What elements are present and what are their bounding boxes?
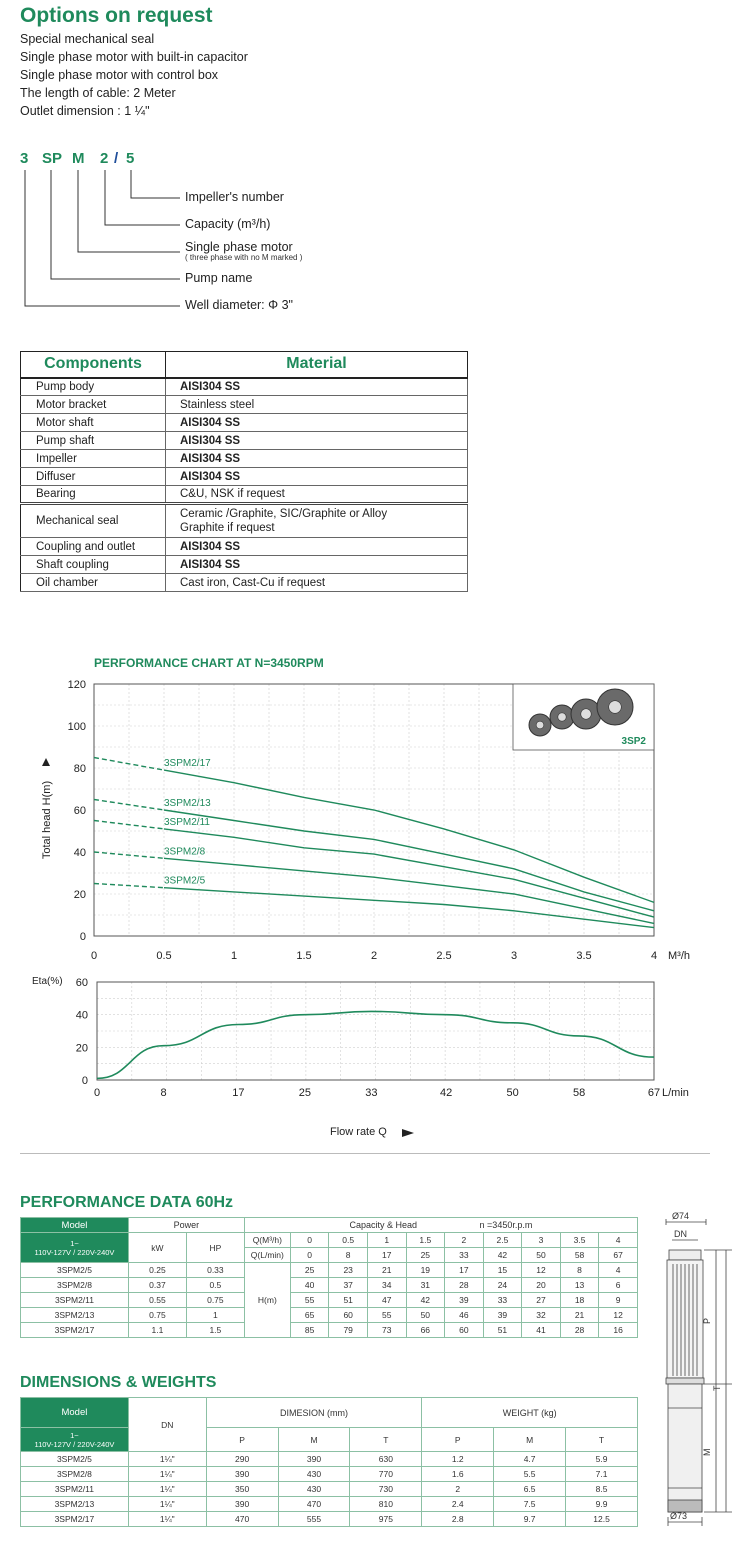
table-row: [21, 396, 468, 414]
component-material: AISI304 SS: [166, 432, 468, 450]
m-cell: 555: [278, 1512, 350, 1527]
code-slash: /: [114, 150, 119, 167]
code-well: 3: [20, 150, 29, 167]
drawing-p: P: [702, 1317, 712, 1324]
head-cell: 31: [406, 1278, 445, 1293]
h-label: H(m): [244, 1263, 290, 1338]
component-material: AISI304 SS: [166, 378, 468, 396]
component-name: Bearing: [21, 486, 166, 504]
component-name: Diffuser: [21, 468, 166, 486]
option-item: Special mechanical seal: [20, 32, 155, 46]
q-l-value: 17: [367, 1248, 406, 1263]
hp-cell: 1.5: [186, 1323, 244, 1338]
q-l-value: 42: [483, 1248, 522, 1263]
hp-cell: 0.75: [186, 1293, 244, 1308]
head-cell: 47: [367, 1293, 406, 1308]
head-cell: 51: [329, 1293, 368, 1308]
kw-cell: 0.55: [128, 1293, 186, 1308]
m-cell: 430: [278, 1482, 350, 1497]
component-name: Impeller: [21, 450, 166, 468]
head-cell: 55: [367, 1308, 406, 1323]
dims-weight-header: WEIGHT (kg): [422, 1398, 638, 1428]
x-tick-label: 1: [230, 950, 238, 962]
x-tick-label: 3: [510, 950, 518, 962]
eta-y-tick-label: 20: [75, 1042, 88, 1055]
perf-voltage-header: 1~ 110V-127V / 220V-240V: [21, 1233, 129, 1263]
p-cell: 390: [206, 1497, 278, 1512]
component-name: Pump shaft: [21, 432, 166, 450]
drawing-top-dia: Ø74: [672, 1211, 690, 1221]
eta-y-tick-label: 40: [75, 1009, 88, 1022]
model-cell: 3SPM2/5: [21, 1452, 129, 1467]
dims-m-header: M: [278, 1428, 350, 1452]
y-tick-label: 20: [73, 889, 86, 901]
eta-x-tick-label: 8: [160, 1087, 167, 1099]
flow-rate-label: Flow rate Q: [330, 1126, 387, 1138]
component-name: Mechanical seal: [21, 504, 166, 538]
x-tick-label: 2.5: [436, 950, 452, 962]
dims-voltage-header: 1~ 110V-127V / 220V-240V: [21, 1428, 129, 1452]
head-cell: 46: [445, 1308, 484, 1323]
table-row: [21, 1512, 638, 1527]
label-impeller: Impeller's number: [185, 190, 284, 204]
head-cell: 28: [445, 1278, 484, 1293]
component-material: AISI304 SS: [166, 414, 468, 432]
q-l-value: 33: [445, 1248, 484, 1263]
label-motor-note: ( three phase with no M marked ): [185, 253, 303, 262]
table-row: [21, 1482, 638, 1497]
table-row: [21, 414, 468, 432]
head-cell: 50: [406, 1308, 445, 1323]
drawing-t: T: [712, 1385, 722, 1391]
table-row: [21, 1497, 638, 1512]
table-row: [21, 1308, 638, 1323]
eta-x-tick-label: 25: [298, 1087, 311, 1099]
eta-x-tick-label: 17: [232, 1087, 245, 1099]
perf-capacity-header: [244, 1218, 637, 1233]
dims-dn-header: DN: [128, 1398, 206, 1452]
perf-hp-header: HP: [186, 1233, 244, 1263]
perf-kw-header: kW: [128, 1233, 186, 1263]
inset-label: 3SP2: [621, 736, 646, 747]
code-motor: M: [72, 150, 85, 167]
m-cell: 390: [278, 1452, 350, 1467]
material-line: Ceramic /Graphite, SIC/Graphite or Alloy: [180, 508, 388, 520]
head-cell: 55: [290, 1293, 329, 1308]
option-item: Single phase motor with built-in capacitor: [20, 50, 248, 64]
q-l-value: 25: [406, 1248, 445, 1263]
component-name: Oil chamber: [21, 574, 166, 592]
weight-t-header: T: [566, 1428, 638, 1452]
eta-x-tick-label: 58: [573, 1087, 586, 1099]
performance-chart: [0, 670, 750, 1145]
drawing-dn: DN: [674, 1229, 687, 1239]
wt-cell: 12.5: [566, 1512, 638, 1527]
wm-cell: 4.7: [494, 1452, 566, 1467]
code-pump: SP: [42, 150, 63, 167]
perf-model-header: Model: [21, 1218, 129, 1233]
eta-x-tick-label: 0: [93, 1087, 101, 1099]
component-material: AISI304 SS: [166, 556, 468, 574]
drawing-bottom-dia: Ø73: [670, 1511, 688, 1521]
dimensions-table: [20, 1397, 638, 1527]
wp-cell: 2.8: [422, 1512, 494, 1527]
table-row: [21, 450, 468, 468]
dn-cell: 1¼": [128, 1497, 206, 1512]
table-row: [21, 1278, 638, 1293]
code-connector-lines: [0, 0, 200, 320]
head-cell: 6: [599, 1278, 638, 1293]
head-cell: 12: [599, 1308, 638, 1323]
kw-cell: 0.75: [128, 1308, 186, 1323]
y-tick-label: 0: [79, 931, 86, 943]
table-row: [21, 574, 468, 592]
table-row: [21, 378, 468, 396]
code-capacity: 2: [100, 150, 109, 167]
q-l-value: 50: [522, 1248, 561, 1263]
perf-ql-label: Q(L/min): [244, 1248, 290, 1263]
head-cell: 34: [367, 1278, 406, 1293]
head-cell: 60: [445, 1323, 484, 1338]
capacity-head-label: Capacity & Head: [349, 1220, 418, 1230]
head-cell: 17: [445, 1263, 484, 1278]
code-impeller: 5: [126, 150, 135, 167]
head-cell: 25: [290, 1263, 329, 1278]
perf-power-header: Power: [128, 1218, 244, 1233]
wt-cell: 7.1: [566, 1467, 638, 1482]
head-cell: 66: [406, 1323, 445, 1338]
x-tick-label: 0: [90, 950, 98, 962]
series-label: 3SPM2/8: [164, 846, 206, 858]
model-cell: 3SPM2/8: [21, 1467, 129, 1482]
table-row: [21, 538, 468, 556]
component-material: Cast iron, Cast-Cu if request: [166, 574, 468, 592]
table-row: [21, 432, 468, 450]
x-tick-label: 4: [650, 950, 658, 962]
x-axis-unit: M³/h: [668, 950, 690, 962]
dn-cell: 1¼": [128, 1452, 206, 1467]
dims-p-header: P: [206, 1428, 278, 1452]
y-axis-label: Total head H(m): [41, 780, 53, 860]
p-cell: 390: [206, 1467, 278, 1482]
y-tick-label: 120: [67, 679, 86, 691]
component-name: Pump body: [21, 378, 166, 396]
series-label: 3SPM2/5: [164, 875, 206, 887]
option-item: Outlet dimension : 1 ¼": [20, 104, 150, 118]
x-tick-label: 1.5: [296, 950, 312, 962]
table-row: [21, 1467, 638, 1482]
kw-cell: 0.37: [128, 1278, 186, 1293]
head-cell: 8: [560, 1263, 599, 1278]
label-well: Well diameter: Φ 3": [185, 298, 293, 312]
model-cell: 3SPM2/8: [21, 1278, 129, 1293]
head-cell: 19: [406, 1263, 445, 1278]
model-cell: 3SPM2/13: [21, 1497, 129, 1512]
q-m3-value: 1.5: [406, 1233, 445, 1248]
eta-y-tick-label: 60: [75, 977, 88, 989]
speed-label: n =3450r.p.m: [479, 1220, 533, 1230]
model-cell: 3SPM2/13: [21, 1308, 129, 1323]
q-m3-value: 3.5: [560, 1233, 599, 1248]
q-m3-value: 2: [445, 1233, 484, 1248]
y-tick-label: 100: [67, 721, 86, 733]
head-cell: 28: [560, 1323, 599, 1338]
eta-x-tick-label: 42: [440, 1087, 453, 1099]
impeller-hub: [558, 713, 566, 721]
q-m3-value: 0.5: [329, 1233, 368, 1248]
dn-cell: 1¼": [128, 1512, 206, 1527]
model-cell: 3SPM2/5: [21, 1263, 129, 1278]
m-cell: 430: [278, 1467, 350, 1482]
components-table: [20, 351, 468, 592]
t-cell: 975: [350, 1512, 422, 1527]
head-cell: 4: [599, 1263, 638, 1278]
t-cell: 630: [350, 1452, 422, 1467]
q-l-value: 58: [560, 1248, 599, 1263]
head-cell: 39: [483, 1308, 522, 1323]
head-cell: 21: [560, 1308, 599, 1323]
table-row: [21, 556, 468, 574]
q-l-value: 8: [329, 1248, 368, 1263]
q-m3-value: 0: [290, 1233, 329, 1248]
head-cell: 9: [599, 1293, 638, 1308]
head-cell: 13: [560, 1278, 599, 1293]
perf-title: PERFORMANCE DATA 60Hz: [20, 1194, 234, 1211]
wt-cell: 5.9: [566, 1452, 638, 1467]
head-cell: 37: [329, 1278, 368, 1293]
label-motor: [185, 240, 302, 262]
y-tick-label: 80: [73, 763, 86, 775]
performance-data-table: [20, 1217, 638, 1338]
series-label: 3SPM2/11: [164, 816, 210, 828]
kw-cell: 0.25: [128, 1263, 186, 1278]
head-cell: 15: [483, 1263, 522, 1278]
component-name: Motor shaft: [21, 414, 166, 432]
component-material: [166, 504, 468, 538]
kw-cell: 1.1: [128, 1323, 186, 1338]
component-material: AISI304 SS: [166, 468, 468, 486]
t-cell: 730: [350, 1482, 422, 1497]
p-cell: 290: [206, 1452, 278, 1467]
head-cell: 79: [329, 1323, 368, 1338]
head-cell: 16: [599, 1323, 638, 1338]
model-cell: 3SPM2/17: [21, 1323, 129, 1338]
table-row: [21, 1263, 638, 1278]
dims-t-header: T: [350, 1428, 422, 1452]
p-cell: 470: [206, 1512, 278, 1527]
eta-series-line: [97, 1011, 654, 1078]
head-cell: 85: [290, 1323, 329, 1338]
wp-cell: 2.4: [422, 1497, 494, 1512]
t-cell: 770: [350, 1467, 422, 1482]
wt-cell: 8.5: [566, 1482, 638, 1497]
head-cell: 23: [329, 1263, 368, 1278]
wp-cell: 1.6: [422, 1467, 494, 1482]
head-cell: 40: [290, 1278, 329, 1293]
q-m3-value: 1: [367, 1233, 406, 1248]
q-l-value: 0: [290, 1248, 329, 1263]
eta-x-tick-label: 67: [647, 1087, 661, 1099]
head-cell: 73: [367, 1323, 406, 1338]
eta-x-tick-label: 33: [365, 1087, 378, 1099]
hp-cell: 0.33: [186, 1263, 244, 1278]
head-cell: 39: [445, 1293, 484, 1308]
component-material: AISI304 SS: [166, 538, 468, 556]
eta-y-tick-label: 0: [81, 1075, 88, 1087]
m-cell: 470: [278, 1497, 350, 1512]
head-cell: 33: [483, 1293, 522, 1308]
head-cell: 32: [522, 1308, 561, 1323]
table-row: [21, 1293, 638, 1308]
label-capacity: Capacity (m³/h): [185, 217, 271, 231]
x-tick-label: 0.5: [156, 950, 172, 962]
pump-dimension-drawing: [652, 1208, 748, 1528]
label-pump: Pump name: [185, 271, 253, 285]
eta-y-label: Eta(%): [32, 976, 63, 987]
q-m3-value: 3: [522, 1233, 561, 1248]
option-item: Single phase motor with control box: [20, 68, 219, 82]
head-cell: 27: [522, 1293, 561, 1308]
q-l-value: 67: [599, 1248, 638, 1263]
head-cell: 41: [522, 1323, 561, 1338]
wm-cell: 9.7: [494, 1512, 566, 1527]
label-motor-text: Single phase motor: [185, 240, 293, 254]
head-cell: 18: [560, 1293, 599, 1308]
component-name: Coupling and outlet: [21, 538, 166, 556]
q-m3-value: 4: [599, 1233, 638, 1248]
chart-title: PERFORMANCE CHART AT N=3450RPM: [94, 656, 324, 670]
series-label: 3SPM2/13: [164, 798, 211, 809]
y-tick-label: 60: [73, 805, 86, 817]
components-header: Components: [21, 352, 166, 378]
model-cell: 3SPM2/17: [21, 1512, 129, 1527]
component-name: Motor bracket: [21, 396, 166, 414]
material-header: Material: [166, 352, 468, 378]
head-cell: 51: [483, 1323, 522, 1338]
y-axis-arrow-icon: [42, 758, 50, 766]
head-cell: 12: [522, 1263, 561, 1278]
head-cell: 65: [290, 1308, 329, 1323]
eta-x-tick-label: 50: [506, 1087, 519, 1099]
model-cell: 3SPM2/11: [21, 1482, 129, 1497]
x-tick-label: 3.5: [576, 950, 592, 962]
dims-dimension-header: DIMESION (mm): [206, 1398, 422, 1428]
wm-cell: 6.5: [494, 1482, 566, 1497]
wm-cell: 5.5: [494, 1467, 566, 1482]
y-tick-label: 40: [73, 847, 86, 859]
divider: [20, 1153, 710, 1154]
impeller-hub: [536, 721, 544, 729]
head-cell: 20: [522, 1278, 561, 1293]
wm-cell: 7.5: [494, 1497, 566, 1512]
table-row: [21, 486, 468, 504]
wp-cell: 2: [422, 1482, 494, 1497]
wt-cell: 9.9: [566, 1497, 638, 1512]
material-line: Graphite if request: [180, 522, 275, 534]
table-row: [21, 1452, 638, 1467]
dims-model-header: Model: [21, 1398, 129, 1428]
dn-cell: 1¼": [128, 1482, 206, 1497]
drawing-m: M: [702, 1448, 712, 1456]
component-material: Stainless steel: [166, 396, 468, 414]
q-m3-value: 2.5: [483, 1233, 522, 1248]
t-cell: 810: [350, 1497, 422, 1512]
component-name: Shaft coupling: [21, 556, 166, 574]
wp-cell: 1.2: [422, 1452, 494, 1467]
weight-m-header: M: [494, 1428, 566, 1452]
x-tick-label: 2: [370, 950, 378, 962]
p-cell: 350: [206, 1482, 278, 1497]
option-item: The length of cable: 2 Meter: [20, 86, 176, 100]
flow-arrow-icon: [402, 1129, 414, 1137]
head-cell: 21: [367, 1263, 406, 1278]
model-cell: 3SPM2/11: [21, 1293, 129, 1308]
component-material: AISI304 SS: [166, 450, 468, 468]
table-row: [21, 1323, 638, 1338]
dn-cell: 1¼": [128, 1467, 206, 1482]
component-material: C&U, NSK if request: [166, 486, 468, 504]
dims-title: DIMENSIONS & WEIGHTS: [20, 1374, 217, 1391]
impeller-hub: [609, 701, 622, 714]
impeller-hub: [581, 709, 592, 720]
head-cell: 24: [483, 1278, 522, 1293]
eta-x-unit: L/min: [662, 1087, 689, 1099]
table-row: [21, 468, 468, 486]
options-title: Options on request: [20, 4, 213, 27]
series-label: 3SPM2/17: [164, 758, 211, 770]
head-cell: 60: [329, 1308, 368, 1323]
table-row: [21, 504, 468, 538]
head-cell: 42: [406, 1293, 445, 1308]
weight-p-header: P: [422, 1428, 494, 1452]
hp-cell: 1: [186, 1308, 244, 1323]
perf-qm3-label: Q(M³/h): [244, 1233, 290, 1248]
hp-cell: 0.5: [186, 1278, 244, 1293]
